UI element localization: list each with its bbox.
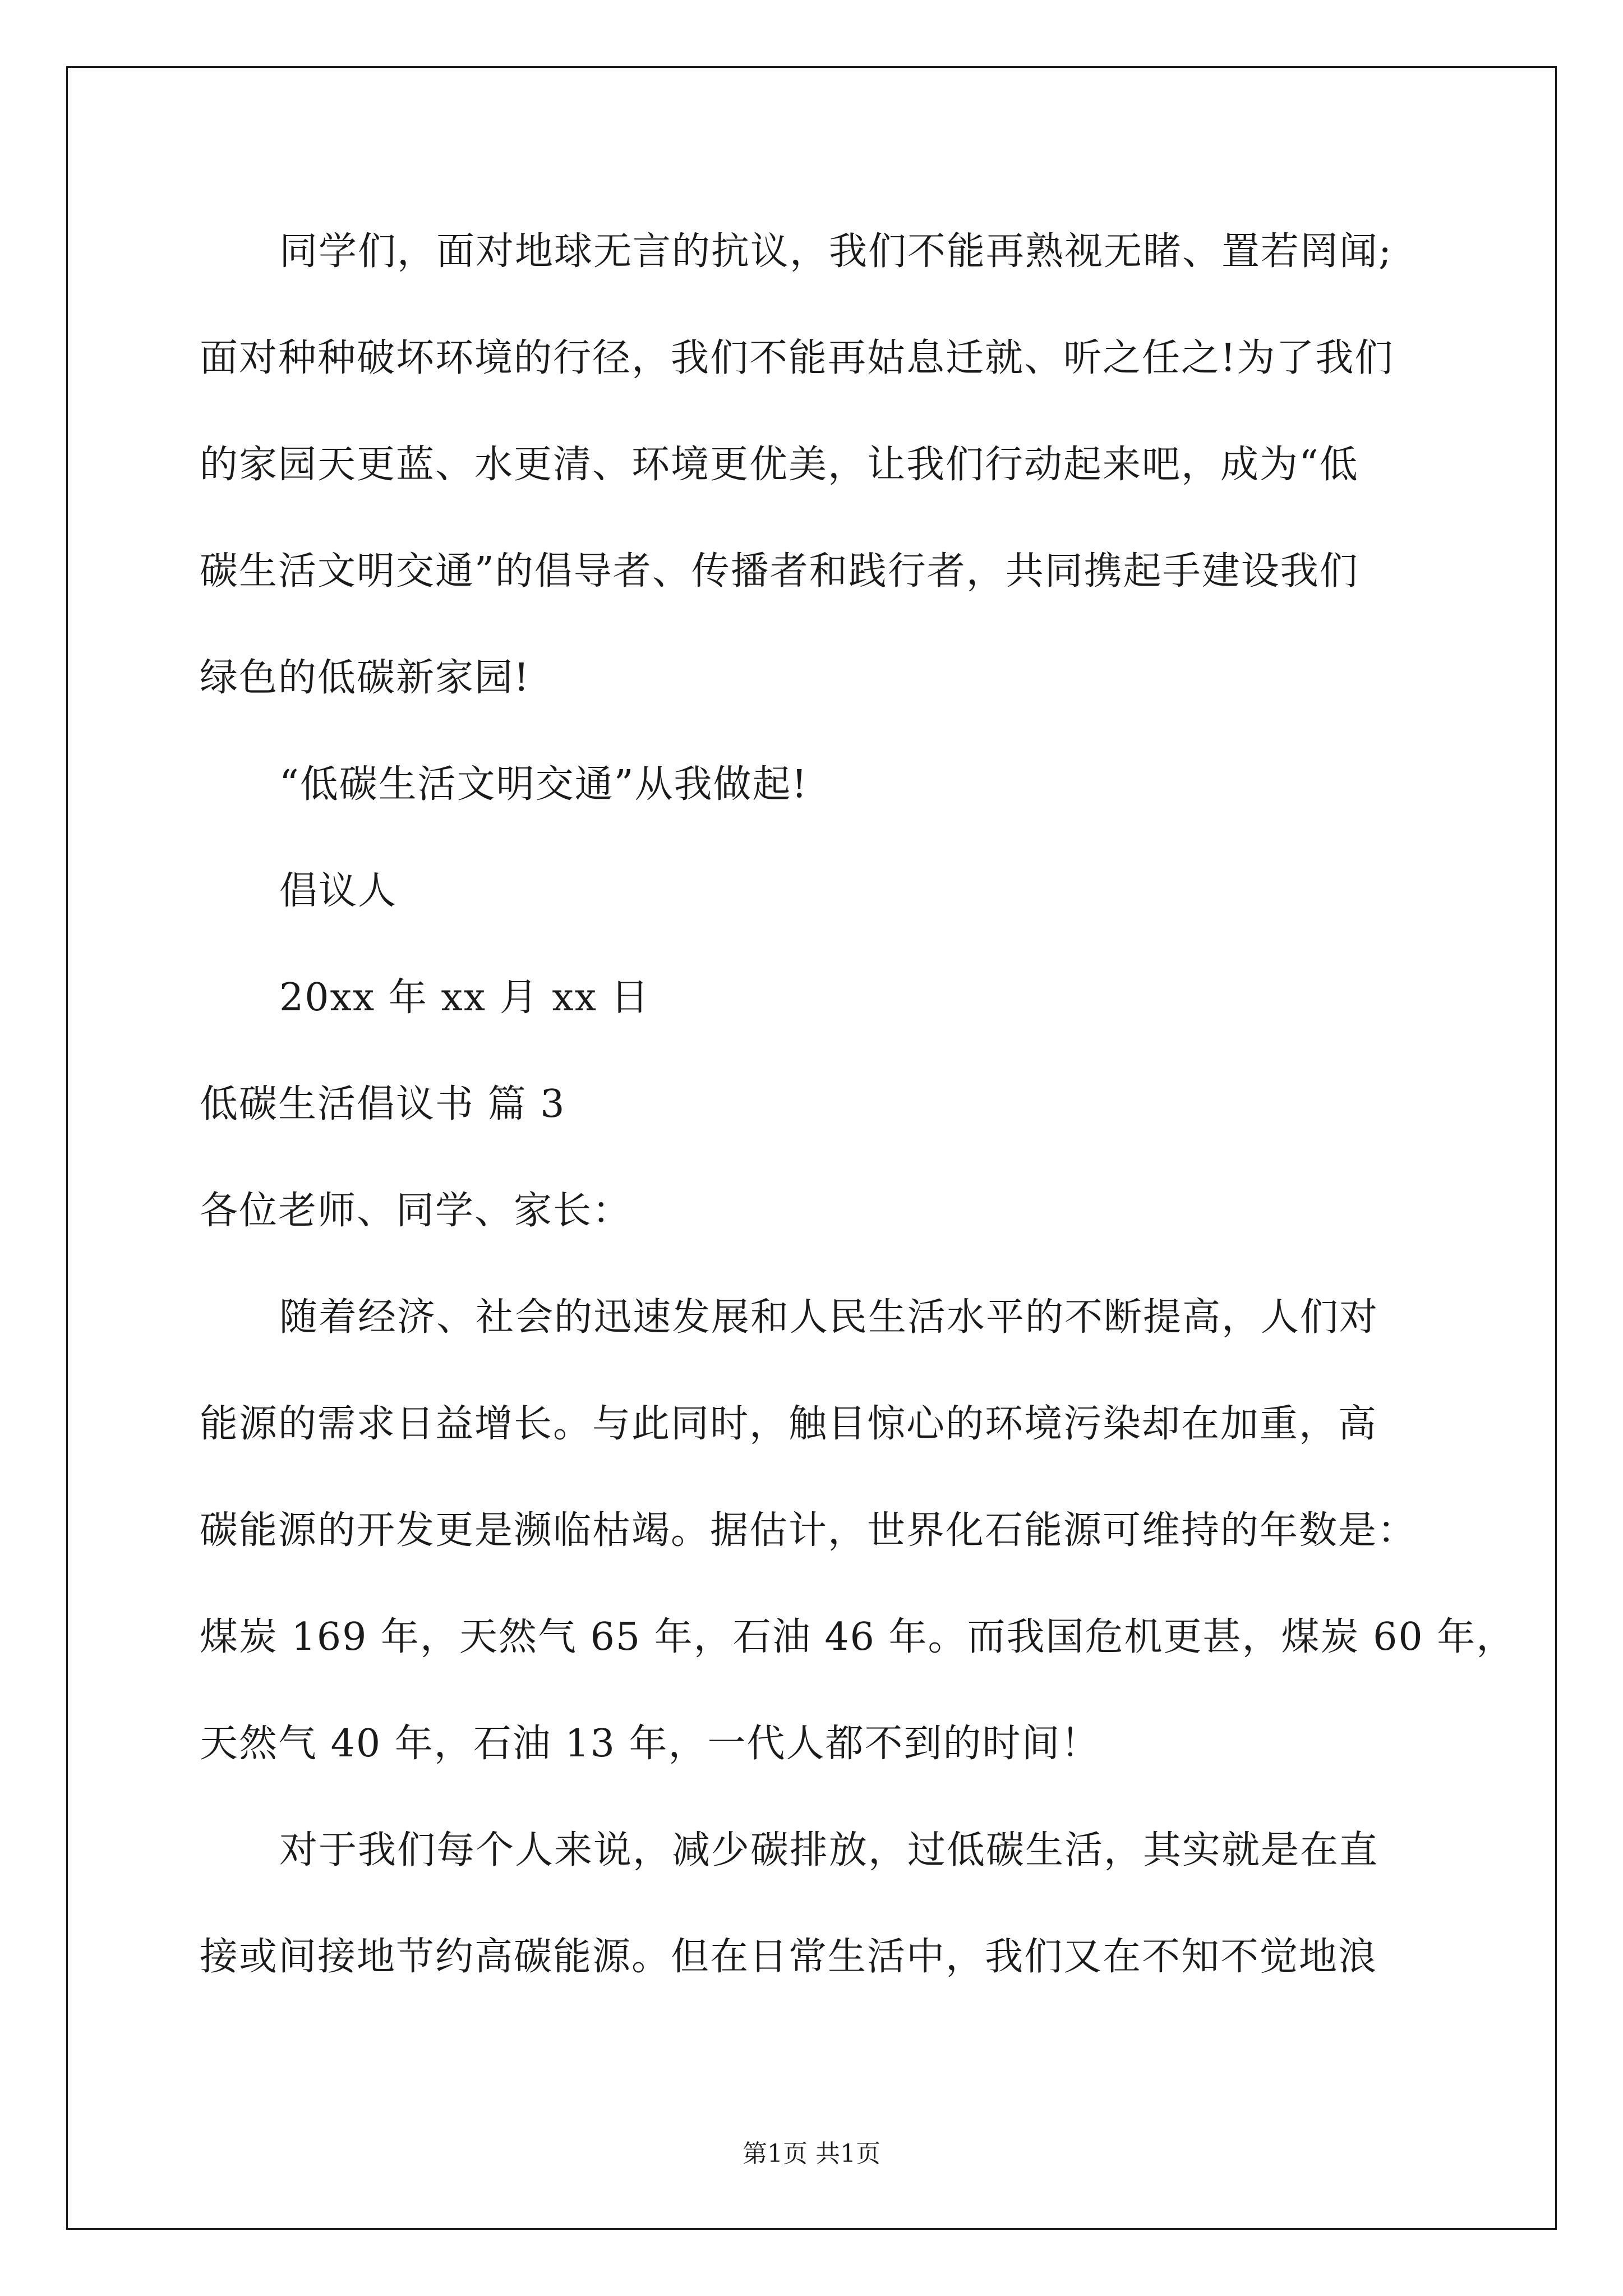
paragraph-line: 随着经济、社会的迅速发展和人民生活水平的不断提高，人们对 xyxy=(279,1295,1379,1340)
paragraph-line: 碳生活文明交通”的倡导者、传播者和践行者，共同携起手建设我们 xyxy=(200,549,1359,593)
paragraph-line: 绿色的低碳新家园! xyxy=(200,656,531,700)
paragraph-line: 能源的需求日益增长。与此同时，触目惊心的环境污染却在加重，高 xyxy=(200,1402,1378,1446)
page-border xyxy=(66,66,1557,2230)
signatory-label: 倡议人 xyxy=(279,869,398,913)
paragraph-line: 天然气 40 年，石油 13 年，一代人都不到的时间！ xyxy=(200,1722,1100,1766)
paragraph-line: 对于我们每个人来说，减少碳排放，过低碳生活，其实就是在直 xyxy=(279,1828,1379,1872)
page-footer: 第1页 共1页 xyxy=(743,2139,880,2168)
section-heading: 低碳生活倡议书 篇 3 xyxy=(200,1082,566,1126)
paragraph-line: 煤炭 169 年，天然气 65 年，石油 46 年。而我国危机更甚，煤炭 60 年， xyxy=(200,1615,1516,1659)
date-line: 20xx 年 xx 月 xx 日 xyxy=(279,976,650,1020)
salutation: 各位老师、同学、家长： xyxy=(200,1189,632,1233)
paragraph-line: 碳能源的开发更是濒临枯竭。据估计，世界化石能源可维持的年数是： xyxy=(200,1508,1417,1553)
paragraph-line: 接或间接地节约高碳能源。但在日常生活中，我们又在不知不觉地浪 xyxy=(200,1935,1378,1979)
slogan-line: “低碳生活文明交通”从我做起! xyxy=(279,762,808,807)
paragraph-line: 面对种种破坏环境的行径，我们不能再姑息迁就、听之任之!为了我们 xyxy=(200,336,1394,380)
paragraph-line: 同学们，面对地球无言的抗议，我们不能再熟视无睹、置若罔闻; xyxy=(279,229,1393,274)
paragraph-line: 的家园天更蓝、水更清、环境更优美，让我们行动起来吧，成为“低 xyxy=(200,443,1359,487)
